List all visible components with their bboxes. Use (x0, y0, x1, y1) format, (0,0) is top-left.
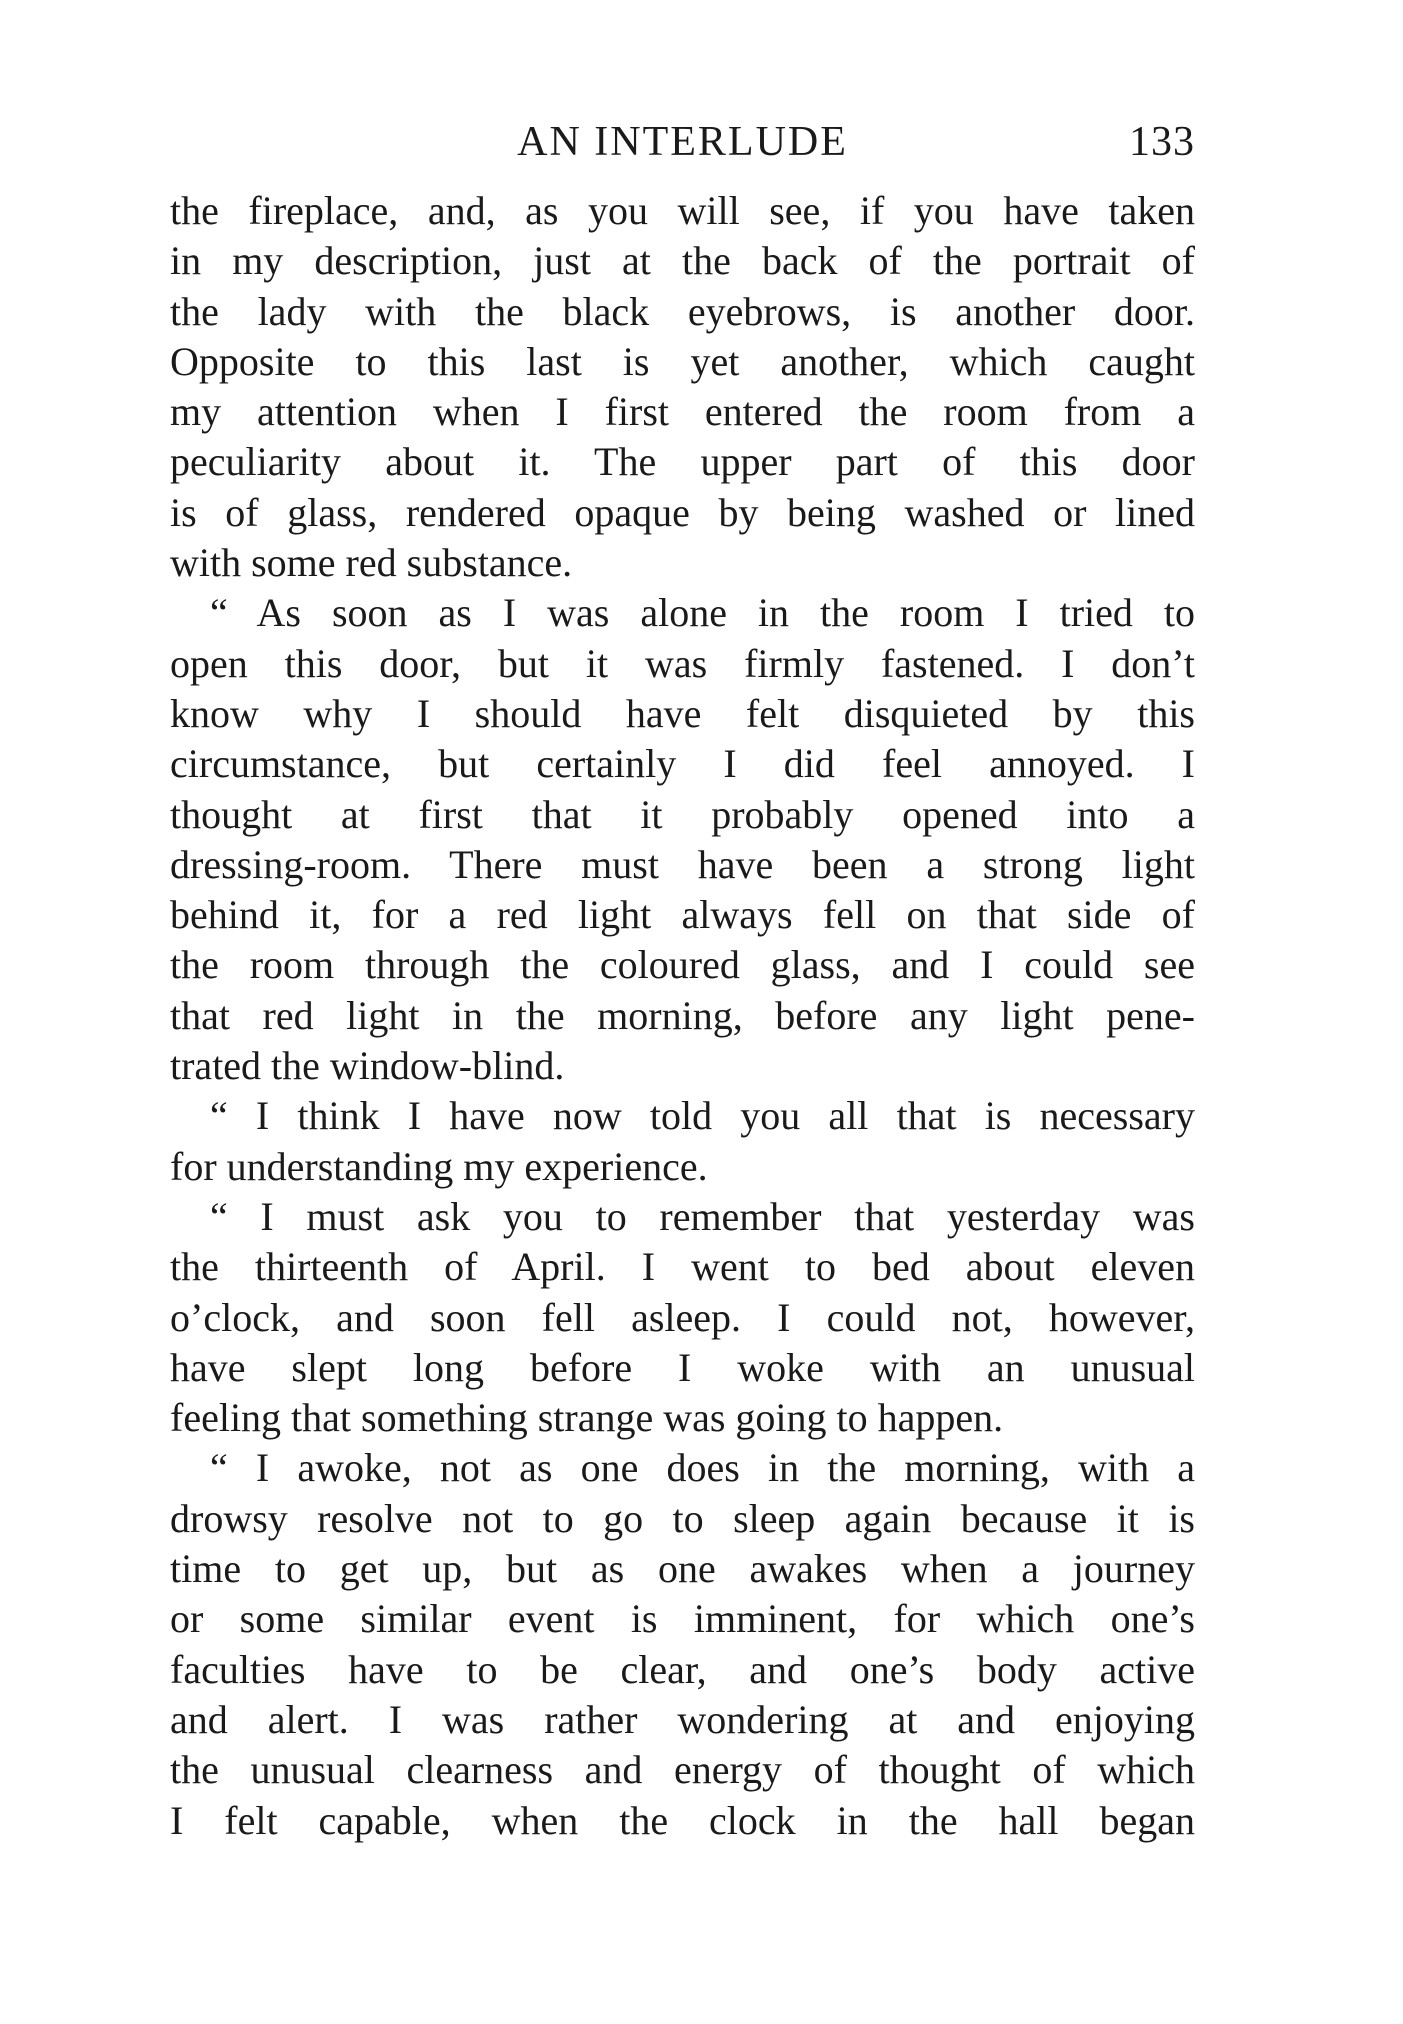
text-line: faculties have to be clear, and one’s body active (170, 1646, 1195, 1692)
text-line: Opposite to this last is yet another, which caught (170, 338, 1195, 384)
text-line: behind it, for a red light always fell on that side of (170, 892, 1195, 938)
running-title: AN INTERLUDE (517, 119, 848, 165)
text-line: in my description, just at the back of the portrait of (170, 238, 1195, 284)
text-line: I felt capable, when the clock in the hall began (170, 1797, 1195, 1843)
text-line: for understanding my experience. (170, 1143, 708, 1189)
text-line: have slept long before I woke with an unusual (170, 1344, 1195, 1390)
text-line: the thirteenth of April. I went to bed about eleven (170, 1244, 1195, 1290)
text-line: the unusual clearness and energy of thought of which (170, 1747, 1195, 1793)
text-line: with some red substance. (170, 540, 573, 586)
text-line: trated the window-blind. (170, 1043, 565, 1089)
text-line: my attention when I first entered the room from a (170, 389, 1195, 435)
text-line: that red light in the morning, before any light pene- (170, 992, 1195, 1038)
text-line: or some similar event is imminent, for which one’s (170, 1596, 1195, 1642)
text-line: is of glass, rendered opaque by being washed or lined (170, 489, 1195, 535)
text-line: thought at first that it probably opened into a (170, 791, 1195, 837)
text-line: o’clock, and soon fell asleep. I could not, however, (170, 1294, 1195, 1340)
text-line: and alert. I was rather wondering at and enjoying (170, 1696, 1195, 1742)
text-line: “ I must ask you to remember that yesterday was (210, 1193, 1195, 1239)
text-line: feeling that something strange was going to happen. (170, 1395, 1004, 1441)
text-line: peculiarity about it. The upper part of this door (170, 439, 1195, 485)
text-line: know why I should have felt disquieted by this (170, 690, 1195, 736)
running-head (170, 112, 1195, 172)
text-line: open this door, but it was firmly fastened. I don’t (170, 640, 1195, 686)
body-text (170, 186, 1195, 1846)
text-line: “ I awoke, not as one does in the morning, with a (210, 1445, 1195, 1491)
text-line: the room through the coloured glass, and I could see (170, 942, 1195, 988)
text-line: “ I think I have now told you all that is necessary (210, 1093, 1195, 1139)
text-line: the fireplace, and, as you will see, if you have taken (170, 188, 1195, 233)
text-line: “ As soon as I was alone in the room I tried to (210, 590, 1195, 636)
text-line: circumstance, but certainly I did feel annoyed. I (170, 741, 1195, 787)
text-line: time to get up, but as one awakes when a journey (170, 1546, 1195, 1592)
page-number: 133 (1129, 119, 1195, 165)
text-line: drowsy resolve not to go to sleep again because it is (170, 1495, 1195, 1541)
text-line: dressing-room. There must have been a strong light (170, 841, 1195, 887)
text-line: the lady with the black eyebrows, is another door. (170, 288, 1195, 334)
